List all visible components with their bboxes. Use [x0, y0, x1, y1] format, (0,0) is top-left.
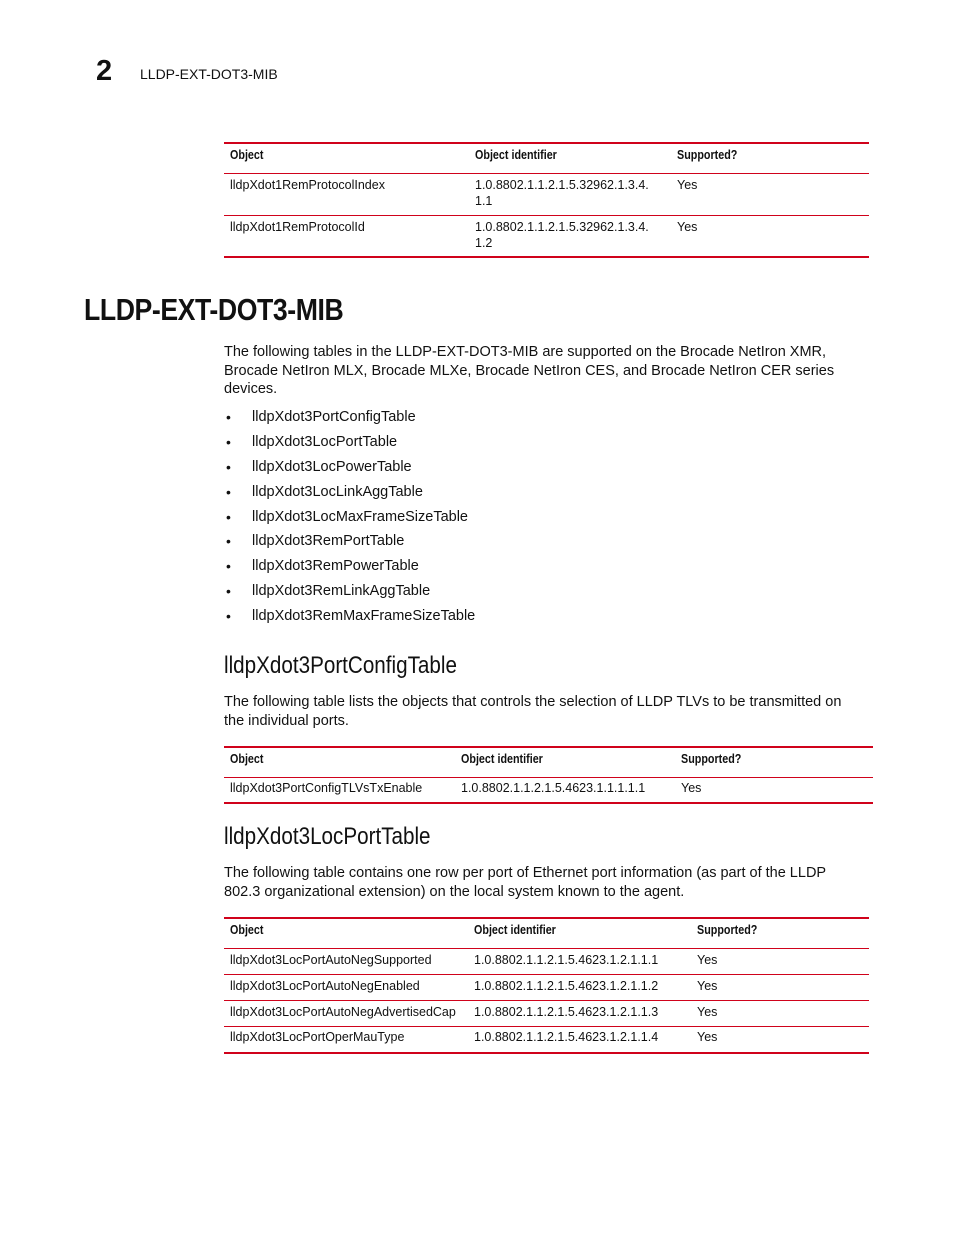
column-header: Supported?: [681, 752, 742, 766]
list-item: [224, 555, 475, 580]
table-header-row: [224, 144, 869, 174]
table-header-row: [224, 748, 873, 778]
chapter-number: 2: [96, 55, 113, 87]
list-item: [224, 406, 475, 431]
list-item: [224, 580, 475, 605]
bullet-icon: •: [226, 483, 231, 500]
list-item-label: lldpXdot3LocPortTable: [252, 433, 398, 450]
supported-cell: Yes: [697, 1005, 718, 1019]
supported-cell: Yes: [697, 953, 718, 967]
column-header: Supported?: [677, 148, 738, 162]
section-intro: The following tables in the LLDP-EXT-DOT3-MIB are supported on the Brocade NetIron XMR, Brocade NetIron MLX, Brocade MLXe, Brocade NetIron CES, and Brocade NetIron CER series devices.: [224, 344, 835, 398]
object-cell: lldpXdot1RemProtocolIndex: [230, 178, 385, 192]
supported-cell: Yes: [697, 1030, 718, 1044]
object-cell: lldpXdot3LocPortOperMauType: [230, 1030, 405, 1044]
supported-cell: Yes: [697, 979, 718, 993]
bullet-icon: •: [226, 409, 231, 425]
bullet-icon: •: [226, 458, 231, 475]
table-row: [224, 778, 873, 802]
list-item: [224, 481, 475, 506]
table-row: [224, 174, 869, 216]
table-row: [224, 216, 869, 256]
list-item-label: lldpXdot3RemLinkAggTable: [252, 583, 431, 600]
supported-cell: Yes: [677, 178, 698, 192]
column-header: Object identifier: [475, 148, 557, 162]
oid-cell: 1.0.8802.1.1.2.1.5.32962.1.3.4. 1.1: [475, 178, 649, 208]
column-header: Object identifier: [461, 752, 543, 766]
list-item: [224, 456, 475, 481]
list-item: [224, 431, 475, 456]
table-row: [224, 1001, 869, 1027]
table-row: [224, 1027, 869, 1052]
subsection-title-loc-port: lldpXdot3LocPortTable: [224, 823, 431, 850]
object-cell: lldpXdot3LocPortAutoNegSupported: [230, 953, 432, 967]
bullet-icon: •: [226, 583, 231, 600]
top-table: [224, 142, 869, 258]
list-item: [224, 605, 475, 630]
list-item: [224, 506, 475, 531]
list-item-label: lldpXdot3LocMaxFrameSizeTable: [252, 508, 468, 525]
loc-port-description: The following table contains one row per port of Ethernet port information (as part of the LLDP 802.3 organizational extension) on the local system known to the agent.: [224, 865, 826, 900]
list-item-label: lldpXdot3RemPowerTable: [252, 558, 419, 575]
list-item-label: lldpXdot3RemPortTable: [252, 533, 405, 550]
oid-cell: 1.0.8802.1.1.2.1.5.4623.1.1.1.1.1: [461, 781, 646, 795]
table-row: [224, 949, 869, 975]
list-item: [224, 530, 475, 555]
bullet-icon: •: [226, 533, 231, 550]
object-cell: lldpXdot3LocPortAutoNegEnabled: [230, 979, 420, 993]
object-cell: lldpXdot3PortConfigTLVsTxEnable: [230, 781, 423, 795]
column-header: Object: [230, 752, 264, 766]
table-list: [224, 406, 475, 630]
bullet-icon: •: [226, 433, 231, 450]
column-header: Object identifier: [474, 923, 556, 937]
oid-cell: 1.0.8802.1.1.2.1.5.32962.1.3.4. 1.2: [475, 220, 649, 250]
supported-cell: Yes: [681, 781, 702, 795]
oid-cell: 1.0.8802.1.1.2.1.5.4623.1.2.1.1.4: [474, 1030, 659, 1044]
port-config-description: The following table lists the objects that controls the selection of LLDP TLVs to be transmitted on the individual ports.: [224, 694, 842, 729]
list-item-label: lldpXdot3RemMaxFrameSizeTable: [252, 608, 476, 625]
port-config-table: [224, 746, 873, 804]
column-header: Supported?: [697, 923, 758, 937]
table-header-row: [224, 919, 869, 949]
oid-cell: 1.0.8802.1.1.2.1.5.4623.1.2.1.1.1: [474, 953, 659, 967]
object-cell: lldpXdot1RemProtocolId: [230, 220, 365, 234]
list-item-label: lldpXdot3LocPowerTable: [252, 458, 412, 475]
running-header: LLDP-EXT-DOT3-MIB: [140, 66, 278, 82]
bullet-icon: •: [226, 608, 231, 625]
list-item-label: lldpXdot3LocLinkAggTable: [252, 483, 423, 500]
bullet-icon: •: [226, 558, 231, 575]
oid-cell: 1.0.8802.1.1.2.1.5.4623.1.2.1.1.2: [474, 979, 659, 993]
supported-cell: Yes: [677, 220, 698, 234]
subsection-title-port-config: lldpXdot3PortConfigTable: [224, 652, 457, 679]
table-row: [224, 975, 869, 1001]
column-header: Object: [230, 148, 264, 162]
list-item-label: lldpXdot3PortConfigTable: [252, 409, 416, 425]
column-header: Object: [230, 923, 264, 937]
loc-port-table: [224, 917, 869, 1054]
oid-cell: 1.0.8802.1.1.2.1.5.4623.1.2.1.1.3: [474, 1005, 659, 1019]
object-cell: lldpXdot3LocPortAutoNegAdvertisedCap: [230, 1005, 456, 1019]
section-title: LLDP-EXT-DOT3-MIB: [84, 292, 344, 327]
bullet-icon: •: [226, 508, 231, 525]
